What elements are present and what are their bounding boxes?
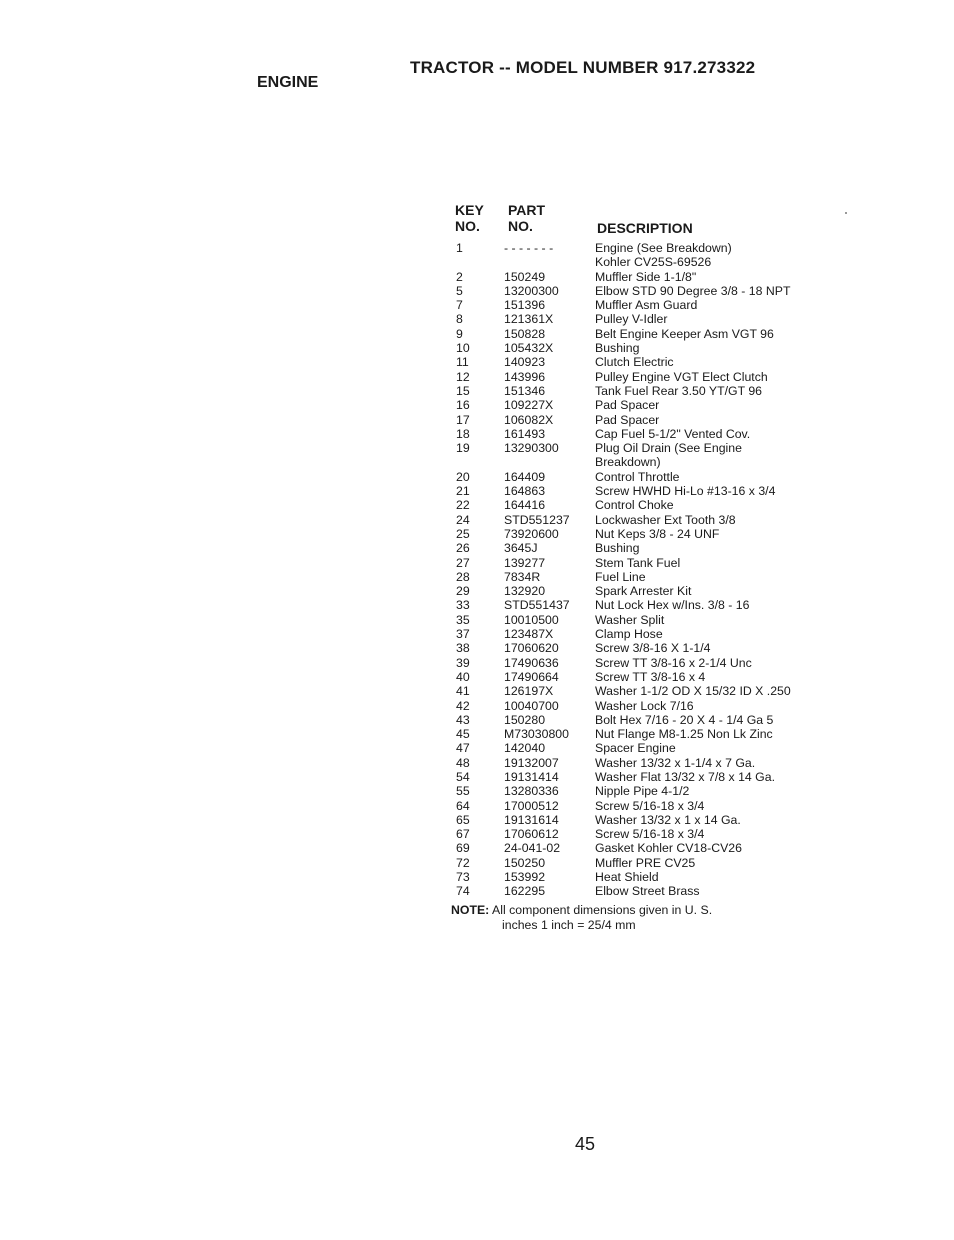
part-number: 164409 bbox=[504, 469, 546, 484]
page-number: 45 bbox=[575, 1134, 596, 1154]
part-number: 17490664 bbox=[504, 669, 559, 684]
part-description: Muffler Side 1-1/8" bbox=[595, 269, 697, 284]
part-number: 17060612 bbox=[504, 827, 559, 842]
parts-list bbox=[450, 241, 820, 899]
table-row bbox=[450, 441, 820, 455]
part-number: 19131614 bbox=[504, 812, 559, 827]
part-number: 140923 bbox=[504, 355, 546, 370]
table-row-continuation bbox=[450, 455, 820, 469]
key-number: 9 bbox=[456, 326, 463, 341]
key-number: 69 bbox=[456, 841, 470, 856]
table-row bbox=[450, 684, 820, 698]
table-row bbox=[450, 541, 820, 555]
key-number: 21 bbox=[456, 484, 470, 499]
part-number: - - - - - - - bbox=[504, 241, 554, 255]
part-number: 150250 bbox=[504, 855, 546, 870]
table-row bbox=[450, 513, 820, 527]
table-row bbox=[450, 370, 820, 384]
section-heading: ENGINE bbox=[257, 74, 319, 91]
part-description: Washer Flat 13/32 x 7/8 x 14 Ga. bbox=[595, 769, 775, 784]
part-number: STD551237 bbox=[504, 512, 570, 527]
key-number: 2 bbox=[456, 269, 463, 284]
part-description: Bolt Hex 7/16 - 20 X 4 - 1/4 Ga 5 bbox=[595, 712, 774, 727]
table-row bbox=[450, 770, 820, 784]
part-description: Engine (See Breakdown) bbox=[595, 241, 732, 255]
key-number: 43 bbox=[456, 712, 470, 727]
part-description: Spark Arrester Kit bbox=[595, 584, 692, 599]
part-number: 19131414 bbox=[504, 769, 559, 784]
part-description: Washer 13/32 x 1-1/4 x 7 Ga. bbox=[595, 755, 756, 770]
table-row bbox=[450, 784, 820, 798]
key-number: 64 bbox=[456, 798, 470, 813]
key-number: 15 bbox=[456, 383, 470, 398]
part-number: 151346 bbox=[504, 383, 546, 398]
part-number: 17490636 bbox=[504, 655, 559, 670]
table-row bbox=[450, 470, 820, 484]
table-row bbox=[450, 584, 820, 598]
part-description: Kohler CV25S-69526 bbox=[595, 255, 712, 270]
table-row bbox=[450, 498, 820, 512]
part-number: 106082X bbox=[504, 412, 554, 427]
part-number: 105432X bbox=[504, 341, 554, 356]
table-row bbox=[450, 327, 820, 341]
key-number: 7 bbox=[456, 298, 463, 313]
part-number: STD551437 bbox=[504, 598, 570, 613]
part-number: 151396 bbox=[504, 298, 546, 313]
part-number: 13290300 bbox=[504, 441, 559, 456]
key-number: 39 bbox=[456, 655, 470, 670]
part-description: Screw HWHD Hi-Lo #13-16 x 3/4 bbox=[595, 484, 776, 499]
key-number: 24 bbox=[456, 512, 470, 527]
key-number: 18 bbox=[456, 426, 470, 441]
part-description: Washer Lock 7/16 bbox=[595, 698, 694, 713]
part-description: Nut Keps 3/8 - 24 UNF bbox=[595, 526, 720, 541]
table-row bbox=[450, 656, 820, 670]
part-description: Screw 3/8-16 X 1-1/4 bbox=[595, 641, 711, 656]
key-number: 72 bbox=[456, 855, 470, 870]
note bbox=[451, 903, 712, 932]
key-number: 28 bbox=[456, 569, 470, 584]
key-number: 20 bbox=[456, 469, 470, 484]
key-number: 25 bbox=[456, 526, 470, 541]
part-number: 13200300 bbox=[504, 283, 559, 298]
part-number: 150249 bbox=[504, 269, 546, 284]
part-description: Control Throttle bbox=[595, 469, 680, 484]
key-number: 33 bbox=[456, 598, 470, 613]
part-number: 17060620 bbox=[504, 641, 559, 656]
part-number: 150280 bbox=[504, 712, 546, 727]
table-row bbox=[450, 284, 820, 298]
part-description: Screw 5/16-18 x 3/4 bbox=[595, 798, 705, 813]
part-description: Bushing bbox=[595, 341, 640, 356]
part-number: 164863 bbox=[504, 484, 546, 499]
part-number: 126197X bbox=[504, 684, 554, 699]
table-row bbox=[450, 870, 820, 884]
key-number: 27 bbox=[456, 555, 470, 570]
table-row bbox=[450, 727, 820, 741]
part-description: Breakdown) bbox=[595, 455, 661, 470]
key-no-header-line2: NO. bbox=[455, 218, 480, 234]
key-no-header-line1: KEY bbox=[455, 202, 484, 218]
part-number: 109227X bbox=[504, 398, 554, 413]
key-number: 29 bbox=[456, 584, 470, 599]
part-description: Stem Tank Fuel bbox=[595, 555, 681, 570]
table-row bbox=[450, 355, 820, 369]
key-number: 19 bbox=[456, 441, 470, 456]
table-row bbox=[450, 598, 820, 612]
table-row bbox=[450, 341, 820, 355]
part-number: 150828 bbox=[504, 326, 546, 341]
part-number: 121361X bbox=[504, 312, 554, 327]
key-number: 42 bbox=[456, 698, 470, 713]
table-row bbox=[450, 413, 820, 427]
table-row bbox=[450, 799, 820, 813]
part-description: Pulley V-Idler bbox=[595, 312, 668, 327]
table-row bbox=[450, 527, 820, 541]
part-number: 142040 bbox=[504, 741, 546, 756]
part-description: Pad Spacer bbox=[595, 412, 660, 427]
key-number: 65 bbox=[456, 812, 470, 827]
part-number: 10040700 bbox=[504, 698, 559, 713]
table-row bbox=[450, 427, 820, 441]
key-number: 37 bbox=[456, 627, 470, 642]
part-description: Belt Engine Keeper Asm VGT 96 bbox=[595, 326, 774, 341]
table-row bbox=[450, 841, 820, 855]
part-number: M73030800 bbox=[504, 727, 569, 742]
part-description: Clutch Electric bbox=[595, 355, 674, 370]
key-number: 17 bbox=[456, 412, 470, 427]
table-row bbox=[450, 641, 820, 655]
part-number: 132920 bbox=[504, 584, 546, 599]
part-number: 139277 bbox=[504, 555, 546, 570]
part-number: 143996 bbox=[504, 369, 546, 384]
table-row bbox=[450, 312, 820, 326]
part-number: 161493 bbox=[504, 426, 546, 441]
key-number: 73 bbox=[456, 870, 470, 885]
part-number: 10010500 bbox=[504, 612, 559, 627]
part-description: Heat Shield bbox=[595, 870, 659, 885]
part-number: 153992 bbox=[504, 870, 546, 885]
part-description: Pulley Engine VGT Elect Clutch bbox=[595, 369, 768, 384]
note-label: NOTE: bbox=[451, 903, 490, 917]
table-row bbox=[450, 398, 820, 412]
key-number: 8 bbox=[456, 312, 463, 327]
scan-speck bbox=[845, 212, 847, 214]
key-number: 47 bbox=[456, 741, 470, 756]
part-number: 19132007 bbox=[504, 755, 559, 770]
key-number: 22 bbox=[456, 498, 470, 513]
part-description: Pad Spacer bbox=[595, 398, 660, 413]
key-number: 74 bbox=[456, 884, 470, 899]
part-description: Fuel Line bbox=[595, 569, 646, 584]
part-description: Bushing bbox=[595, 541, 640, 556]
table-row bbox=[450, 627, 820, 641]
part-description: Screw TT 3/8-16 x 2-1/4 Unc bbox=[595, 655, 752, 670]
key-number: 12 bbox=[456, 369, 470, 384]
part-number: 123487X bbox=[504, 627, 554, 642]
note-line1: All component dimensions given in U. S. bbox=[492, 903, 713, 917]
key-number: 48 bbox=[456, 755, 470, 770]
key-number: 45 bbox=[456, 727, 470, 742]
part-description: Spacer Engine bbox=[595, 741, 676, 756]
table-row bbox=[450, 741, 820, 755]
part-description: Lockwasher Ext Tooth 3/8 bbox=[595, 512, 736, 527]
table-row bbox=[450, 270, 820, 284]
table-row bbox=[450, 570, 820, 584]
key-number: 10 bbox=[456, 341, 470, 356]
part-number: 164416 bbox=[504, 498, 546, 513]
part-description: Clamp Hose bbox=[595, 627, 663, 642]
key-number: 54 bbox=[456, 769, 470, 784]
part-number: 7834R bbox=[504, 569, 541, 584]
part-description: Washer Split bbox=[595, 612, 665, 627]
table-row bbox=[450, 484, 820, 498]
part-description: Washer 1-1/2 OD X 15/32 ID X .250 bbox=[595, 684, 791, 699]
part-description: Control Choke bbox=[595, 498, 674, 513]
part-description: Nut Flange M8-1.25 Non Lk Zinc bbox=[595, 727, 773, 742]
part-description: Plug Oil Drain (See Engine bbox=[595, 441, 742, 456]
part-description: Washer 13/32 x 1 x 14 Ga. bbox=[595, 812, 741, 827]
part-number: 3645J bbox=[504, 541, 538, 556]
table-row bbox=[450, 699, 820, 713]
part-description: Gasket Kohler CV18-CV26 bbox=[595, 841, 742, 856]
part-no-header-line1: PART bbox=[508, 202, 546, 218]
part-no-header-line2: NO. bbox=[508, 218, 533, 234]
part-number: 162295 bbox=[504, 884, 546, 899]
key-number: 26 bbox=[456, 541, 470, 556]
page-title: TRACTOR -- MODEL NUMBER 917.273322 bbox=[410, 58, 756, 77]
table-row-continuation bbox=[450, 255, 820, 269]
table-row bbox=[450, 713, 820, 727]
part-description: Muffler PRE CV25 bbox=[595, 855, 696, 870]
table-row bbox=[450, 241, 820, 255]
key-number: 16 bbox=[456, 398, 470, 413]
key-number: 38 bbox=[456, 641, 470, 656]
key-number: 55 bbox=[456, 784, 470, 799]
key-number: 11 bbox=[456, 355, 469, 370]
part-description: Nipple Pipe 4-1/2 bbox=[595, 784, 690, 799]
key-number: 40 bbox=[456, 669, 470, 684]
key-number: 41 bbox=[456, 684, 470, 699]
key-number: 5 bbox=[456, 283, 463, 298]
part-number: 17000512 bbox=[504, 798, 559, 813]
table-row bbox=[450, 856, 820, 870]
table-row bbox=[450, 884, 820, 898]
part-description: Elbow STD 90 Degree 3/8 - 18 NPT bbox=[595, 283, 791, 298]
table-row bbox=[450, 384, 820, 398]
table-row bbox=[450, 670, 820, 684]
part-number: 13280336 bbox=[504, 784, 559, 799]
key-number: 67 bbox=[456, 827, 470, 842]
part-description: Screw 5/16-18 x 3/4 bbox=[595, 827, 705, 842]
part-description: Screw TT 3/8-16 x 4 bbox=[595, 669, 706, 684]
part-number: 73920600 bbox=[504, 526, 559, 541]
table-row bbox=[450, 756, 820, 770]
table-row bbox=[450, 813, 820, 827]
note-line2: inches 1 inch = 25/4 mm bbox=[502, 917, 636, 932]
table-row bbox=[450, 556, 820, 570]
table-row bbox=[450, 298, 820, 312]
part-description: Cap Fuel 5-1/2" Vented Cov. bbox=[595, 426, 751, 441]
part-description: Nut Lock Hex w/Ins. 3/8 - 16 bbox=[595, 598, 750, 613]
part-description: Muffler Asm Guard bbox=[595, 298, 698, 313]
part-description: Tank Fuel Rear 3.50 YT/GT 96 bbox=[595, 383, 763, 398]
part-number: 24-041-02 bbox=[504, 841, 561, 856]
key-number: 1 bbox=[456, 241, 463, 255]
part-description: Elbow Street Brass bbox=[595, 884, 700, 899]
description-header: DESCRIPTION bbox=[597, 220, 693, 236]
table-row bbox=[450, 613, 820, 627]
key-number: 35 bbox=[456, 612, 470, 627]
table-row bbox=[450, 827, 820, 841]
